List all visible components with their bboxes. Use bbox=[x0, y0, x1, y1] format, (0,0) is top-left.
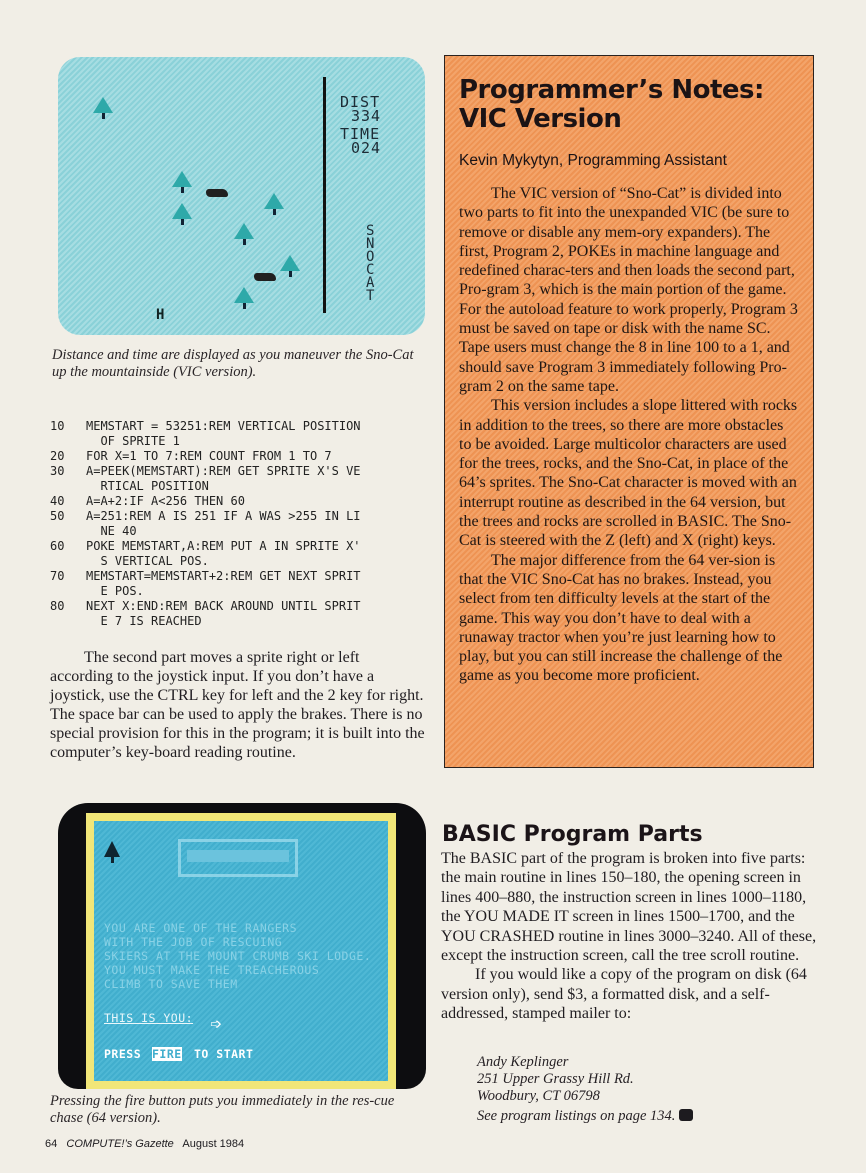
title-banner bbox=[178, 839, 298, 877]
code-line bbox=[50, 569, 430, 584]
this-is-you-label: THIS IS YOU: bbox=[104, 1011, 194, 1025]
code-line-text: NE 40 bbox=[100, 524, 137, 538]
dist-value: 334 bbox=[351, 107, 382, 125]
code-line-text: A=PEEK(MEMSTART):REM GET SPRITE X'S VE bbox=[86, 464, 361, 478]
arrow-right-icon: ➩ bbox=[210, 1012, 223, 1036]
story-line: YOU MUST MAKE THE TREACHEROUS bbox=[104, 963, 320, 977]
code-line-number: 70 bbox=[50, 569, 65, 583]
story-line: YOU ARE ONE OF THE RANGERS bbox=[104, 921, 298, 935]
magazine-name: COMPUTE!’s Gazette bbox=[66, 1138, 174, 1150]
page-footer bbox=[45, 1138, 244, 1150]
code-line bbox=[50, 464, 430, 479]
dist-label: DIST bbox=[340, 93, 381, 111]
screenshot2-caption: Pressing the fire button puts you immediately in the res-cue chase (64 version). bbox=[50, 1093, 395, 1126]
code-line-text: S VERTICAL POS. bbox=[100, 554, 209, 568]
code-line-text: E POS. bbox=[100, 584, 144, 598]
press-suffix: TO START bbox=[194, 1047, 254, 1061]
notes-author: Kevin Mykytyn, Programming Assistant bbox=[459, 152, 727, 169]
rock-icon bbox=[254, 273, 276, 281]
code-line bbox=[50, 494, 430, 509]
story-line: SKIERS AT THE MOUNT CRUMB SKI LODGE. bbox=[104, 949, 372, 963]
code-line-text: MEMSTART=MEMSTART+2:REM GET NEXT SPRIT bbox=[86, 569, 361, 583]
code-line-number: 30 bbox=[50, 464, 65, 478]
code-listing bbox=[50, 419, 430, 629]
see-listings: See program listings on page 134. bbox=[477, 1108, 693, 1125]
page-number: 64 bbox=[45, 1138, 58, 1150]
code-line bbox=[50, 479, 430, 494]
code-line-number bbox=[50, 584, 86, 599]
code-line-number bbox=[50, 614, 86, 629]
mailing-address bbox=[477, 1054, 693, 1125]
basic-body bbox=[441, 849, 826, 1024]
address-line: Andy Keplinger bbox=[477, 1054, 569, 1070]
code-line bbox=[50, 554, 430, 569]
notes-paragraph: The major difference from the 64 ver-sion is that the VIC Sno-Cat has no brakes. Instead, you select from ten difficulty levels at the start of the game. This way you don’t have to deal with a runaway tractor when you’re just learning how to play, but you can still increase the challenge of the game as you become more proficient. bbox=[459, 551, 783, 685]
hud-divider bbox=[323, 77, 326, 313]
end-mark-icon bbox=[679, 1109, 693, 1121]
code-line bbox=[50, 419, 430, 434]
story-line: CLIMB TO SAVE THEM bbox=[104, 977, 238, 991]
rock-icon bbox=[206, 189, 228, 197]
code-line bbox=[50, 599, 430, 614]
code-line bbox=[50, 434, 430, 449]
code-line-number bbox=[50, 479, 86, 494]
code-line-number: 10 bbox=[50, 419, 65, 433]
vic-screenshot bbox=[58, 57, 425, 335]
code-line-text: A=A+2:IF A<256 THEN 60 bbox=[86, 494, 245, 508]
code-line-number: 40 bbox=[50, 494, 65, 508]
programmers-notes-box bbox=[444, 55, 814, 768]
code-line-number bbox=[50, 434, 86, 449]
code-line-number bbox=[50, 524, 86, 539]
code-line bbox=[50, 509, 430, 524]
story-line: WITH THE JOB OF RESCUING bbox=[104, 935, 283, 949]
snocat-sprite-icon: H bbox=[156, 307, 165, 323]
c64-screenshot bbox=[58, 803, 426, 1089]
code-line-text: A=251:REM A IS 251 IF A WAS >255 IN LI bbox=[86, 509, 361, 523]
time-label: TIME bbox=[340, 125, 381, 143]
notes-paragraph: This version includes a slope littered with rocks in addition to the trees, so there are more obstacles to be avoided. Large multicolor characters are used for the trees, rocks, and the Sno-Cat, in place of the 64’s sprites. The Sno-Cat character is moved with an interrupt routine as described in the 64 version, but the trees and rocks are scrolled in BASIC. The Sno-Cat is steered with the Z (left) and X (right) keys. bbox=[459, 397, 798, 550]
notes-paragraph: The VIC version of “Sno-Cat” is divided into two parts to fit into the unexpanded VIC (be sure to remove or disable any mem-ory expanders). The first, Program 2, POKEs in machine language and redefined charac-ters and then loads the second part, Pro-gram 3, which is the main portion of the game. For the autoload feature to work properly, Program 3 must be saved on tape or disk with the name SC. Tape users must change the 8 in line 100 to a 1, and should save Program 3 immediately following Pro-gram 2 on the same tape. bbox=[459, 185, 798, 395]
code-line-text: MEMSTART = 53251:REM VERTICAL POSITION bbox=[86, 419, 361, 433]
left-paragraph: The second part moves a sprite right or left according to the joystick input. If you don’t have a joystick, use the CTRL key for left and the 2 key for right. The space bar can be used to apply the brakes. There is no special provision for this in the program; it is built into the computer’s key-board reading routine. bbox=[50, 649, 425, 761]
code-line-number: 20 bbox=[50, 449, 65, 463]
code-line bbox=[50, 584, 430, 599]
basic-paragraph: The BASIC part of the program is broken into five parts: the main routine in lines 150–180, the opening screen in lines 400–880, the instruction screen in lines 1000–1180, the YOU MADE IT screen in lines 1500–1700, and the YOU CRASHED routine in lines 3000–3240. All of these, except the instruction screen, call the tree scroll routine. bbox=[441, 850, 817, 965]
notes-title: Programmer’s Notes: VIC Version bbox=[459, 75, 764, 134]
issue-date: August 1984 bbox=[182, 1138, 245, 1150]
code-line-number bbox=[50, 554, 86, 569]
game-name-vertical: S N O C A T bbox=[366, 223, 375, 304]
code-line-number: 60 bbox=[50, 539, 65, 553]
code-line bbox=[50, 539, 430, 554]
code-line bbox=[50, 524, 430, 539]
press-fire: FIRE bbox=[152, 1047, 182, 1061]
notes-body bbox=[459, 184, 799, 686]
basic-title: BASIC Program Parts bbox=[442, 822, 703, 847]
code-line-text: NEXT X:END:REM BACK AROUND UNTIL SPRIT bbox=[86, 599, 361, 613]
code-line bbox=[50, 614, 430, 629]
code-line-number: 80 bbox=[50, 599, 65, 613]
time-value: 024 bbox=[351, 139, 382, 157]
code-line-text: E 7 IS REACHED bbox=[100, 614, 202, 628]
address-line: Woodbury, CT 06798 bbox=[477, 1088, 600, 1104]
press-prefix: PRESS bbox=[104, 1047, 142, 1061]
code-line-number: 50 bbox=[50, 509, 65, 523]
code-line bbox=[50, 449, 430, 464]
c64-screen bbox=[94, 821, 388, 1081]
c64-border bbox=[86, 813, 396, 1089]
code-line-text: RTICAL POSITION bbox=[100, 479, 209, 493]
address-line: 251 Upper Grassy Hill Rd. bbox=[477, 1071, 634, 1087]
code-line-text: OF SPRITE 1 bbox=[100, 434, 180, 448]
code-line-text: FOR X=1 TO 7:REM COUNT FROM 1 TO 7 bbox=[86, 449, 332, 463]
code-line-text: POKE MEMSTART,A:REM PUT A IN SPRITE X' bbox=[86, 539, 361, 553]
screenshot1-caption: Distance and time are displayed as you maneuver the Sno-Cat up the mountainside (VIC version). bbox=[52, 347, 414, 380]
basic-paragraph: If you would like a copy of the program on disk (64 version only), send $3, a formatted disk, and a self-addressed, stamped mailer to: bbox=[441, 966, 807, 1023]
